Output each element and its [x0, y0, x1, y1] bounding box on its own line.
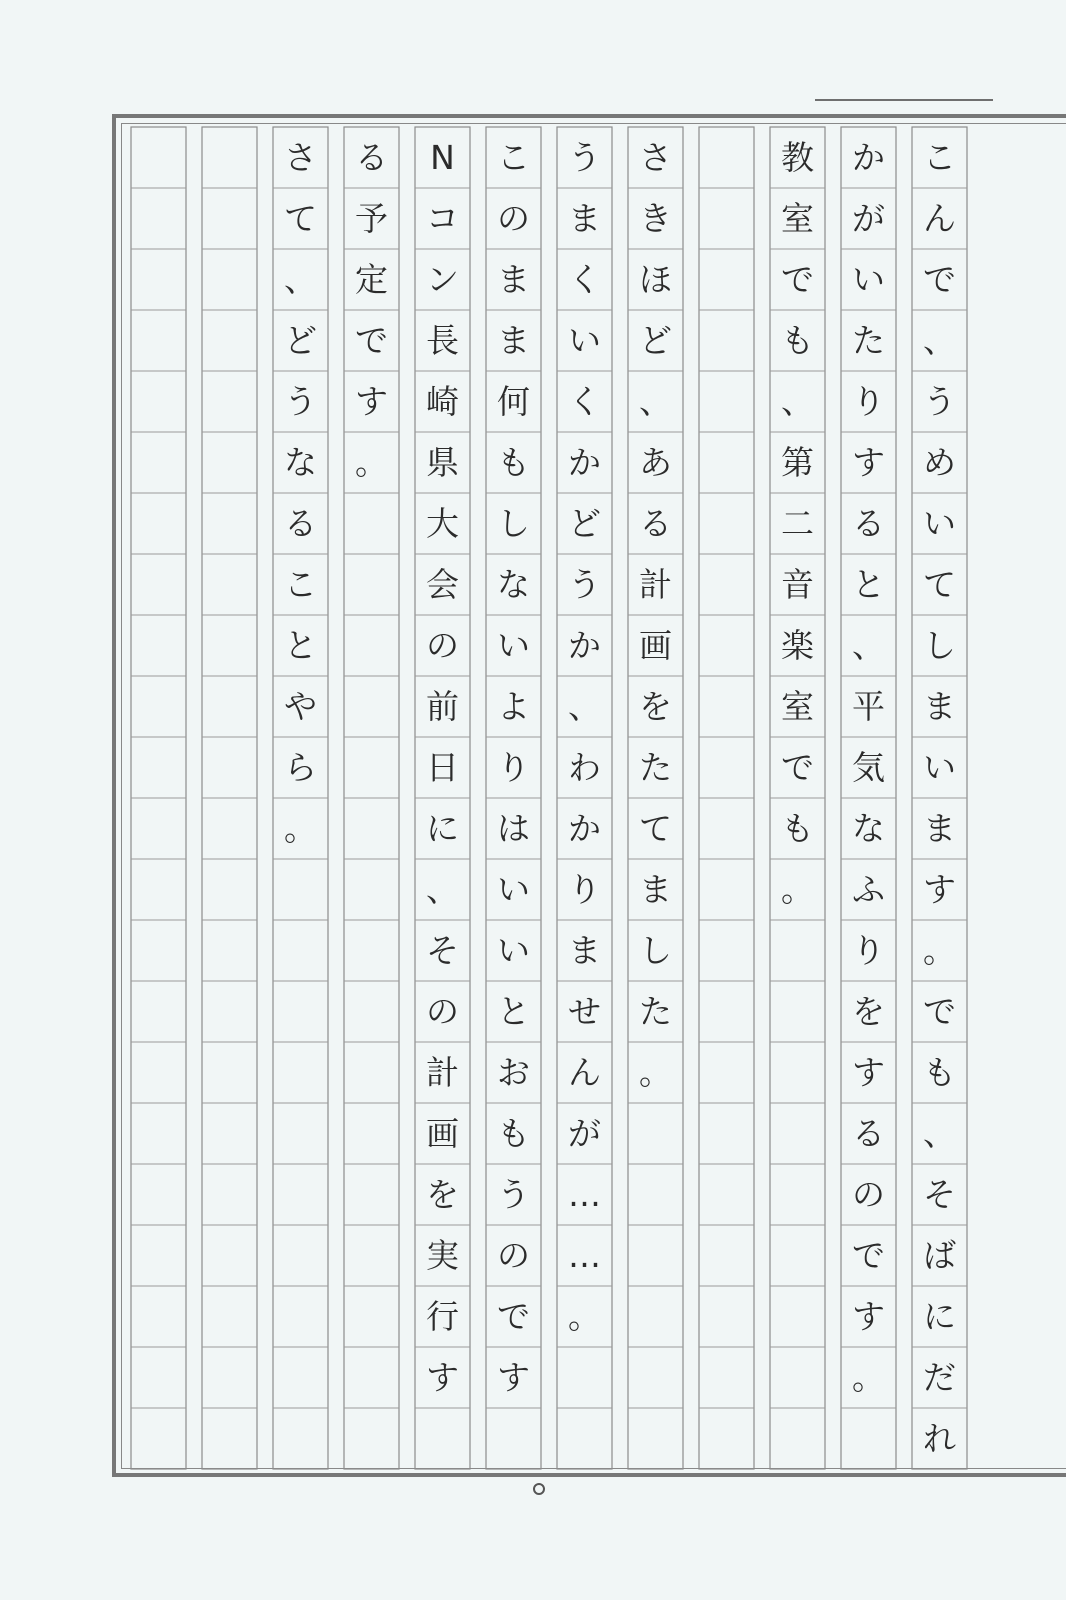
character-cell: N	[430, 138, 455, 177]
character-cell: す	[923, 870, 956, 909]
character-cell: 室	[781, 687, 814, 726]
character-cell: す	[852, 443, 885, 482]
character-cell: い	[923, 748, 956, 787]
character-cell: い	[852, 260, 885, 299]
character-cell: の	[497, 199, 530, 238]
manuscript-column-3	[699, 127, 754, 1465]
manuscript-column-7	[415, 127, 470, 1465]
character-cell: る	[852, 1114, 885, 1153]
character-cell: 。	[852, 1358, 885, 1397]
character-cell: わ	[568, 748, 601, 787]
character-cell: の	[426, 992, 459, 1031]
character-cell: 、	[923, 321, 956, 360]
character-cell: 平	[852, 687, 885, 726]
character-cell: も	[923, 1053, 956, 1092]
character-cell: ま	[568, 199, 601, 238]
manuscript-column-4	[628, 127, 683, 1465]
character-cell: か	[852, 138, 885, 177]
character-cell: の	[426, 626, 459, 665]
manuscript-column-1	[841, 127, 896, 1465]
character-cell: が	[852, 199, 885, 238]
character-cell: な	[497, 565, 530, 604]
character-cell: そ	[923, 1175, 956, 1214]
character-cell: と	[284, 626, 317, 665]
character-cell: か	[568, 443, 601, 482]
character-cell: た	[639, 992, 672, 1031]
character-cell: か	[568, 809, 601, 848]
character-cell: さ	[284, 138, 317, 177]
character-cell: ま	[497, 321, 530, 360]
character-cell: め	[923, 443, 956, 482]
character-cell: こ	[497, 138, 530, 177]
character-cell: 。	[284, 809, 317, 848]
character-cell: き	[639, 199, 672, 238]
character-cell: 二	[781, 504, 814, 543]
character-cell: し	[497, 504, 530, 543]
character-cell: よ	[497, 687, 530, 726]
character-cell: う	[923, 382, 956, 421]
character-cell: ほ	[639, 260, 672, 299]
character-cell: ま	[639, 870, 672, 909]
character-cell: 、	[781, 382, 814, 421]
character-cell: す	[497, 1358, 530, 1397]
manuscript-column-10	[202, 127, 257, 1465]
character-cell: か	[568, 626, 601, 665]
character-cell: 定	[355, 260, 388, 299]
character-cell: い	[497, 626, 530, 665]
character-cell: に	[923, 1297, 956, 1336]
character-cell: り	[852, 382, 885, 421]
character-cell: で	[355, 321, 388, 360]
character-cell: 教	[781, 138, 814, 177]
character-cell: …	[568, 1175, 601, 1214]
character-cell: で	[781, 260, 814, 299]
character-cell: 、	[639, 382, 672, 421]
character-cell: 、	[923, 1114, 956, 1153]
character-cell: て	[284, 199, 317, 238]
character-cell: 実	[426, 1236, 459, 1275]
character-cell: う	[284, 382, 317, 421]
character-cell: で	[923, 992, 956, 1031]
character-cell: 県	[426, 443, 459, 482]
character-cell: た	[852, 321, 885, 360]
character-cell: こ	[923, 138, 956, 177]
character-cell: 行	[426, 1297, 459, 1336]
character-cell: 大	[426, 504, 459, 543]
character-cell: コ	[426, 199, 459, 238]
character-cell: に	[426, 809, 459, 848]
character-cell: 予	[355, 199, 388, 238]
character-cell: は	[497, 809, 530, 848]
character-cell: 気	[852, 748, 885, 787]
character-cell: す	[852, 1297, 885, 1336]
character-cell: 室	[781, 199, 814, 238]
character-cell: り	[852, 931, 885, 970]
manuscript-column-11	[131, 127, 186, 1465]
character-cell: お	[497, 1053, 530, 1092]
character-cell: 。	[923, 931, 956, 970]
character-cell: で	[852, 1236, 885, 1275]
character-cell: あ	[639, 443, 672, 482]
character-cell: と	[852, 565, 885, 604]
character-cell: で	[781, 748, 814, 787]
character-cell: 。	[355, 443, 388, 482]
page-center-mark	[533, 1483, 545, 1495]
character-cell: 日	[426, 748, 459, 787]
character-cell: 崎	[426, 382, 459, 421]
character-cell: う	[568, 565, 601, 604]
character-cell: ま	[923, 809, 956, 848]
character-cell: の	[852, 1175, 885, 1214]
character-cell: を	[852, 992, 885, 1031]
character-cell: も	[781, 809, 814, 848]
character-cell: こ	[284, 565, 317, 604]
character-cell: 、	[426, 870, 459, 909]
character-cell: せ	[568, 992, 601, 1031]
manuscript-column-5	[557, 127, 612, 1465]
manuscript-column-6	[486, 127, 541, 1465]
character-cell: れ	[923, 1419, 956, 1458]
character-cell: を	[426, 1175, 459, 1214]
character-cell: …	[568, 1236, 601, 1275]
character-cell: を	[639, 687, 672, 726]
character-cell: し	[639, 931, 672, 970]
character-cell: 。	[568, 1297, 601, 1336]
character-cell: だ	[923, 1358, 956, 1397]
character-cell: い	[497, 870, 530, 909]
character-cell: ら	[284, 748, 317, 787]
character-cell: 第	[781, 443, 814, 482]
manuscript-column-0	[912, 127, 967, 1465]
character-cell: る	[355, 138, 388, 177]
character-cell: そ	[426, 931, 459, 970]
character-cell: で	[497, 1297, 530, 1336]
character-cell: 。	[639, 1053, 672, 1092]
character-cell: 画	[426, 1114, 459, 1153]
character-cell: ま	[568, 931, 601, 970]
character-cell: 会	[426, 565, 459, 604]
character-cell: す	[426, 1358, 459, 1397]
character-cell: う	[497, 1175, 530, 1214]
character-cell: 、	[568, 687, 601, 726]
character-cell: さ	[639, 138, 672, 177]
character-cell: 前	[426, 687, 459, 726]
character-cell: が	[568, 1114, 601, 1153]
manuscript-column-2	[770, 127, 825, 1465]
character-cell: 楽	[781, 626, 814, 665]
character-cell: ん	[923, 199, 956, 238]
character-cell: く	[568, 260, 601, 299]
character-cell: た	[639, 748, 672, 787]
character-cell: る	[639, 504, 672, 543]
character-cell: す	[355, 382, 388, 421]
character-cell: し	[923, 626, 956, 665]
character-cell: 、	[284, 260, 317, 299]
character-cell: も	[497, 443, 530, 482]
character-cell: 画	[639, 626, 672, 665]
character-cell: も	[497, 1114, 530, 1153]
character-cell: り	[568, 870, 601, 909]
character-cell: も	[781, 321, 814, 360]
character-cell: で	[923, 260, 956, 299]
character-cell: ど	[639, 321, 672, 360]
character-cell: て	[923, 565, 956, 604]
character-cell: ど	[568, 504, 601, 543]
character-cell: ふ	[852, 870, 885, 909]
character-cell: ン	[426, 260, 459, 299]
character-cell: ま	[497, 260, 530, 299]
manuscript-column-8	[344, 127, 399, 1465]
character-cell: て	[639, 809, 672, 848]
character-cell: い	[923, 504, 956, 543]
character-cell: ん	[568, 1053, 601, 1092]
character-cell: 長	[426, 321, 459, 360]
character-cell: な	[852, 809, 885, 848]
character-cell: ま	[923, 687, 956, 726]
character-cell: 、	[852, 626, 885, 665]
character-cell: 計	[639, 565, 672, 604]
character-cell: 音	[781, 565, 814, 604]
character-cell: や	[284, 687, 317, 726]
character-cell: 何	[497, 382, 530, 421]
character-cell: く	[568, 382, 601, 421]
character-cell: の	[497, 1236, 530, 1275]
character-cell: す	[852, 1053, 885, 1092]
character-cell: い	[497, 931, 530, 970]
character-cell: り	[497, 748, 530, 787]
character-cell: う	[568, 138, 601, 177]
character-cell: る	[284, 504, 317, 543]
character-cell: と	[497, 992, 530, 1031]
character-cell: い	[568, 321, 601, 360]
character-cell: る	[852, 504, 885, 543]
manuscript-column-9	[273, 127, 328, 1465]
character-cell: 計	[426, 1053, 459, 1092]
character-cell: 。	[781, 870, 814, 909]
character-cell: ど	[284, 321, 317, 360]
character-cell: ば	[923, 1236, 956, 1275]
character-cell: な	[284, 443, 317, 482]
